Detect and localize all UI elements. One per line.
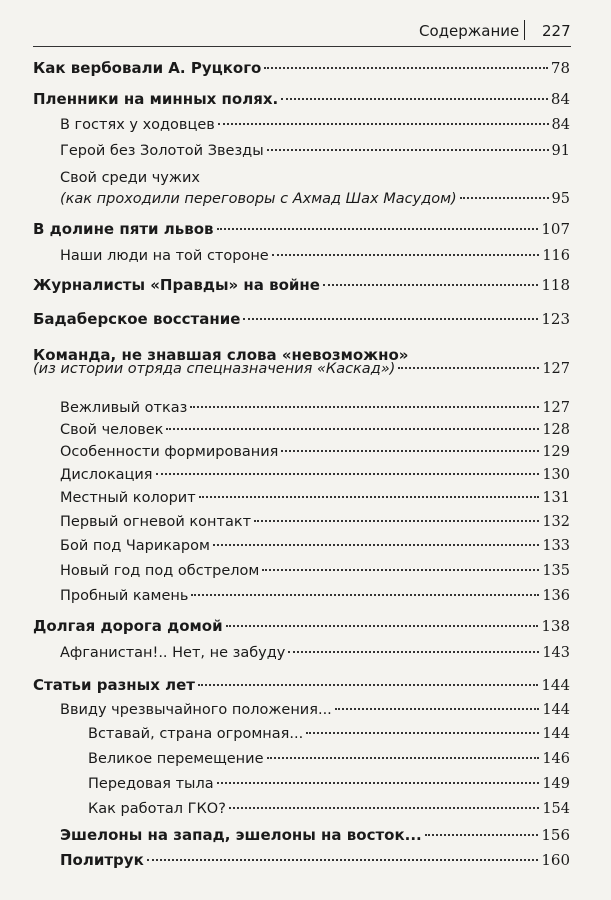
- toc-entry-page: 127: [542, 400, 570, 416]
- toc-entry-page: 129: [542, 444, 570, 460]
- toc-entry-page: 84: [551, 117, 570, 133]
- header-separator: [524, 20, 525, 40]
- toc-entry-label: Пленники на минных полях.: [33, 90, 279, 108]
- toc-entry-page: 118: [541, 276, 570, 294]
- toc-leader-dots: [306, 732, 539, 734]
- toc-entry-page: 131: [542, 490, 570, 506]
- toc-leader-dots: [147, 859, 539, 861]
- toc-leader-dots: [199, 496, 540, 498]
- toc-entry-label: Как работал ГКО?: [88, 801, 226, 817]
- toc-entry: [60, 398, 570, 418]
- toc-leader-dots: [264, 67, 548, 69]
- toc-entry: [60, 442, 570, 462]
- header-title: Содержание: [419, 22, 520, 40]
- toc-leader-dots: [213, 544, 539, 546]
- toc-entry: [60, 512, 570, 532]
- page-number: 227: [542, 22, 571, 40]
- toc-leader-dots: [217, 782, 540, 784]
- toc-entry-label: Бой под Чарикаром: [60, 538, 210, 554]
- toc-entry-page: 144: [541, 676, 570, 694]
- toc-leader-dots: [229, 807, 539, 809]
- toc-entry: [60, 586, 570, 606]
- toc-entry-label: (как проходили переговоры с Ахмад Шах Масудом): [60, 191, 457, 207]
- toc-entry-page: 84: [550, 90, 570, 108]
- toc-entry-page: 130: [542, 467, 570, 483]
- toc-leader-dots: [398, 367, 539, 369]
- toc-entry-page: 95: [551, 191, 570, 207]
- toc-entry: [60, 825, 570, 845]
- toc-entry-page: 144: [542, 726, 570, 742]
- toc-entry-label: Команда, не знавшая слова «невозможно»: [33, 346, 409, 364]
- toc-entry-page: 133: [542, 538, 570, 554]
- toc-entry-page: 91: [551, 143, 570, 159]
- toc-leader-dots: [323, 284, 538, 286]
- toc-entry-label: Вежливый отказ: [60, 400, 188, 416]
- toc-entry-page: 135: [542, 563, 570, 579]
- header-rule: [33, 46, 571, 47]
- toc-entry-label: Передовая тыла: [88, 776, 214, 792]
- toc-entry: [60, 189, 570, 209]
- toc-entry-label: Политрук: [60, 851, 144, 869]
- toc-entry: [33, 616, 570, 636]
- toc-entry-page: 127: [542, 361, 570, 377]
- toc-entry-label: Дислокация: [60, 467, 153, 483]
- toc-entry-label: Бадаберское восстание: [33, 310, 241, 328]
- toc-entry: [33, 675, 570, 695]
- toc-entry: [60, 420, 570, 440]
- toc-entry-page: 128: [542, 422, 570, 438]
- toc-entry: [60, 115, 570, 135]
- toc-entry: [33, 58, 570, 78]
- toc-entry: [60, 141, 570, 161]
- toc-leader-dots: [226, 625, 539, 627]
- toc-entry: [60, 246, 570, 266]
- toc-entry-label: Ввиду чрезвычайного положения...: [60, 702, 332, 718]
- running-header: [0, 18, 611, 46]
- toc-entry-page: 143: [542, 645, 570, 661]
- toc-entry-page: 144: [542, 702, 570, 718]
- toc-entry-label: (из истории отряда спецназначения «Каскад»): [33, 361, 396, 377]
- toc-leader-dots: [190, 406, 539, 408]
- toc-leader-dots: [272, 254, 540, 256]
- toc-entry-label: Первый огневой контакт: [60, 514, 252, 530]
- toc-entry-label: Местный колорит: [60, 490, 196, 506]
- toc-entry-label: Долгая дорога домой: [33, 617, 223, 635]
- toc-leader-dots: [267, 757, 540, 759]
- toc-leader-dots: [218, 123, 549, 125]
- toc-entry-label: Афганистан!.. Нет, не забуду: [60, 645, 286, 661]
- toc-leader-dots: [335, 708, 540, 710]
- toc-entry-page: 160: [541, 851, 570, 869]
- toc-leader-dots: [425, 834, 539, 836]
- toc-entry-page: 136: [542, 588, 570, 604]
- toc-entry: [60, 643, 570, 663]
- toc-entry: [60, 488, 570, 508]
- toc-leader-dots: [281, 450, 539, 452]
- toc-entry: [88, 724, 570, 744]
- toc-entry: [60, 850, 570, 870]
- toc-entry-page: 156: [541, 826, 570, 844]
- toc-entry-label: Наши люди на той стороне: [60, 248, 269, 264]
- toc-entry-page: 116: [542, 248, 570, 264]
- toc-entry-page: 107: [541, 220, 570, 238]
- toc-entry-page: 146: [542, 751, 570, 767]
- toc-leader-dots: [243, 318, 538, 320]
- toc-entry: [33, 359, 570, 379]
- toc-entry-page: 123: [541, 310, 570, 328]
- toc-entry: [60, 561, 570, 581]
- toc-entry-label: Пробный камень: [60, 588, 189, 604]
- toc-entry: [33, 309, 570, 329]
- toc-leader-dots: [281, 98, 548, 100]
- toc-entry-label: Свой человек: [60, 422, 164, 438]
- toc-entry: [33, 219, 570, 239]
- toc-leader-dots: [191, 594, 539, 596]
- toc-entry-label: Свой среди чужих: [60, 170, 200, 186]
- toc-entry: [88, 799, 570, 819]
- toc-entry-label: Статьи разных лет: [33, 676, 195, 694]
- toc-entry-label: Журналисты «Правды» на войне: [33, 276, 320, 294]
- toc-entry-label: Особенности формирования: [60, 444, 279, 460]
- toc-entry-label: Эшелоны на запад, эшелоны на восток...: [60, 826, 422, 844]
- toc-leader-dots: [254, 520, 539, 522]
- toc-entry: [88, 774, 570, 794]
- toc-entry-page: 78: [550, 59, 570, 77]
- toc-entry: [33, 89, 570, 109]
- toc-leader-dots: [460, 197, 549, 199]
- toc-entry: [60, 465, 570, 485]
- toc-entry: [60, 700, 570, 720]
- toc-entry: [33, 275, 570, 295]
- toc-entry-label: Новый год под обстрелом: [60, 563, 260, 579]
- toc-leader-dots: [267, 149, 549, 151]
- toc-leader-dots: [262, 569, 539, 571]
- toc-entry-page: 132: [542, 514, 570, 530]
- toc-entry-page: 149: [542, 776, 570, 792]
- toc-leader-dots: [288, 651, 539, 653]
- toc-entry-label: Вставай, страна огромная...: [88, 726, 304, 742]
- toc-entry-label: В долине пяти львов: [33, 220, 214, 238]
- toc-entry-label: Великое перемещение: [88, 751, 264, 767]
- toc-entry-label: Герой без Золотой Звезды: [60, 143, 264, 159]
- toc-entry-label: Как вербовали А. Руцкого: [33, 59, 262, 77]
- toc-entry: [60, 536, 570, 556]
- toc-leader-dots: [156, 473, 540, 475]
- toc-leader-dots: [198, 684, 538, 686]
- toc-leader-dots: [217, 228, 539, 230]
- toc-entry-page: 138: [541, 617, 570, 635]
- toc-leader-dots: [166, 428, 539, 430]
- toc-entry-label: В гостях у ходовцев: [60, 117, 215, 133]
- toc-entry: [88, 749, 570, 769]
- toc-entry-page: 154: [542, 801, 570, 817]
